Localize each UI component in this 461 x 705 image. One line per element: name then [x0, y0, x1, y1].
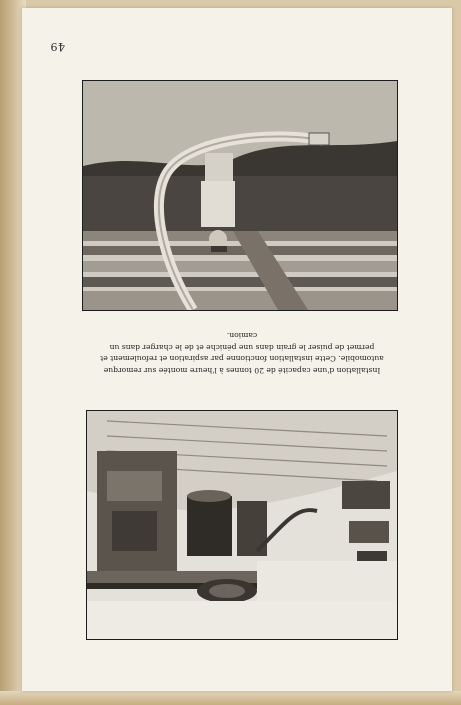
- book-page: [22, 8, 452, 691]
- photo-caption: Installation d'une capacité de 20 tonnes à l'heure montée sur remorque automobile. Cette installation fonctionne par aspiration et refoulement et permet de puiser le grain dans une péniche et de le charger dans un camion.: [100, 331, 384, 375]
- bottom-photo: [86, 410, 398, 640]
- top-photo: [82, 80, 398, 311]
- page-bottom-edge: [0, 691, 461, 705]
- page-number: 49: [50, 40, 65, 53]
